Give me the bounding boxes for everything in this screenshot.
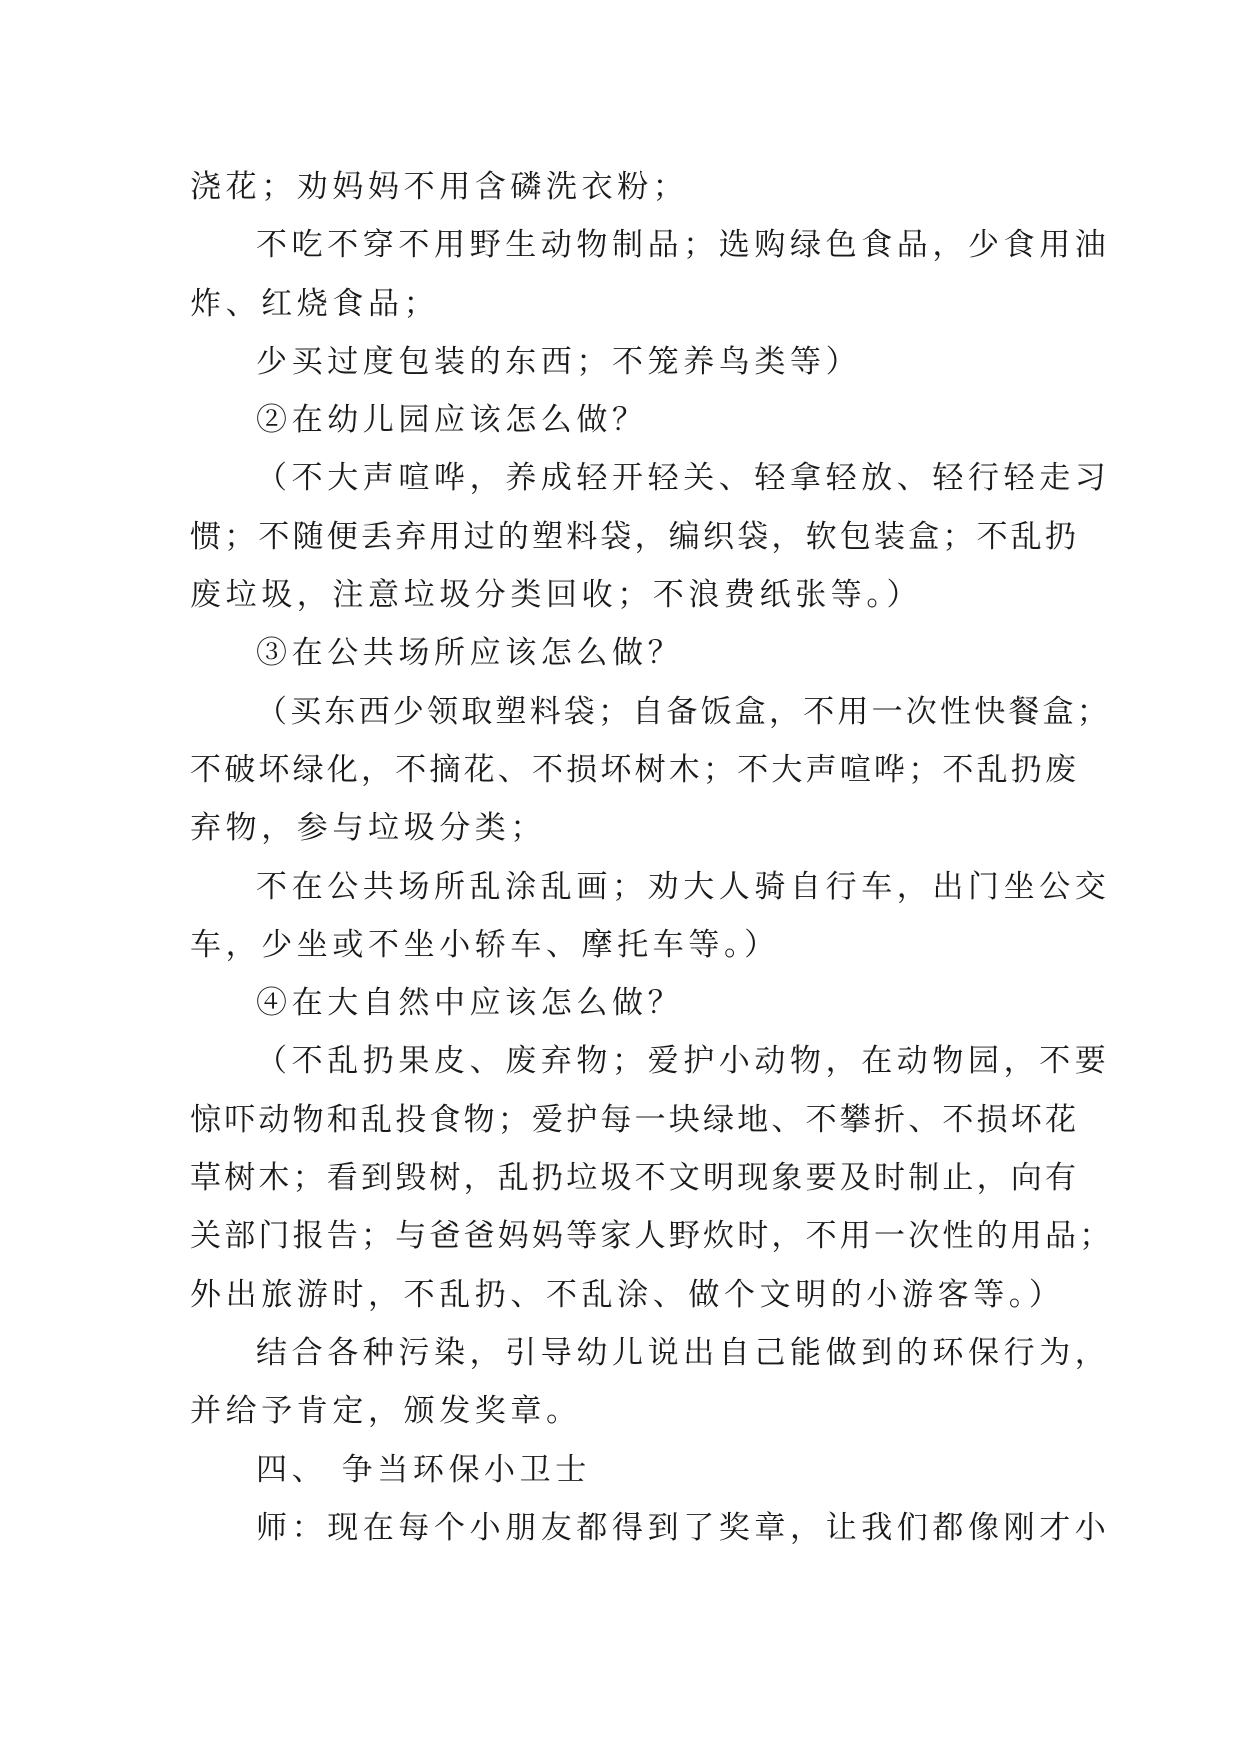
document-body [190,158,1114,1557]
section-heading: 四、 争当环保小卫士 [256,1451,591,1488]
section-heading: ④在大自然中应该怎么做？ [256,985,684,1022]
text-line: 不在公共场所乱涂乱画；劝大人骑自行车，出门坐公交 [256,868,1111,905]
text-line: 惯；不随便丢弃用过的塑料袋，编织袋，软包装盒；不乱扔 [190,518,1080,555]
text-line: 废垃圾，注意垃圾分类回收；不浪费纸张等。） [190,577,923,614]
text-line: （不大声喧哗，养成轻开轻关、轻拿轻放、轻行轻走习 [256,460,1111,497]
text-line: 车，少坐或不坐小轿车、摩托车等。） [190,926,780,963]
text-line: 炸、红烧食品； [190,285,440,322]
text-line: 外出旅游时，不乱扔、不乱涂、做个文明的小游客等。） [190,1276,1065,1313]
text-line: 不吃不穿不用野生动物制品；选购绿色食品，少食用油 [256,227,1111,264]
text-line: （不乱扔果皮、废弃物；爱护小动物，在动物园，不要 [256,1043,1111,1080]
text-line: 惊吓动物和乱投食物；爱护每一块绿地、不攀折、不损坏花 [190,1101,1080,1138]
text-line: 并给予肯定，颁发奖章。 [190,1393,582,1430]
section-heading: ③在公共场所应该怎么做？ [256,635,684,672]
text-line: 结合各种污染，引导幼儿说出自己能做到的环保行为， [256,1334,1111,1371]
text-line: 关部门报告；与爸爸妈妈等家人野炊时，不用一次性的用品； [190,1218,1114,1255]
text-line: （买东西少领取塑料袋；自备饭盒，不用一次性快餐盒； [256,693,1111,730]
text-line: 草树木；看到毁树，乱扔垃圾不文明现象要及时制止，向有 [190,1160,1080,1197]
section-heading: ②在幼儿园应该怎么做？ [256,402,648,439]
text-line: 弃物，参与垃圾分类； [190,810,546,847]
text-line: 不破坏绿化，不摘花、不损坏树木；不大声喧哗；不乱扔废 [190,751,1080,788]
text-line: 师：现在每个小朋友都得到了奖章，让我们都像刚才小 [256,1509,1111,1546]
text-line: 少买过度包装的东西；不笼养鸟类等） [256,343,862,380]
text-line: 浇花；劝妈妈不用含磷洗衣粉； [190,169,689,205]
